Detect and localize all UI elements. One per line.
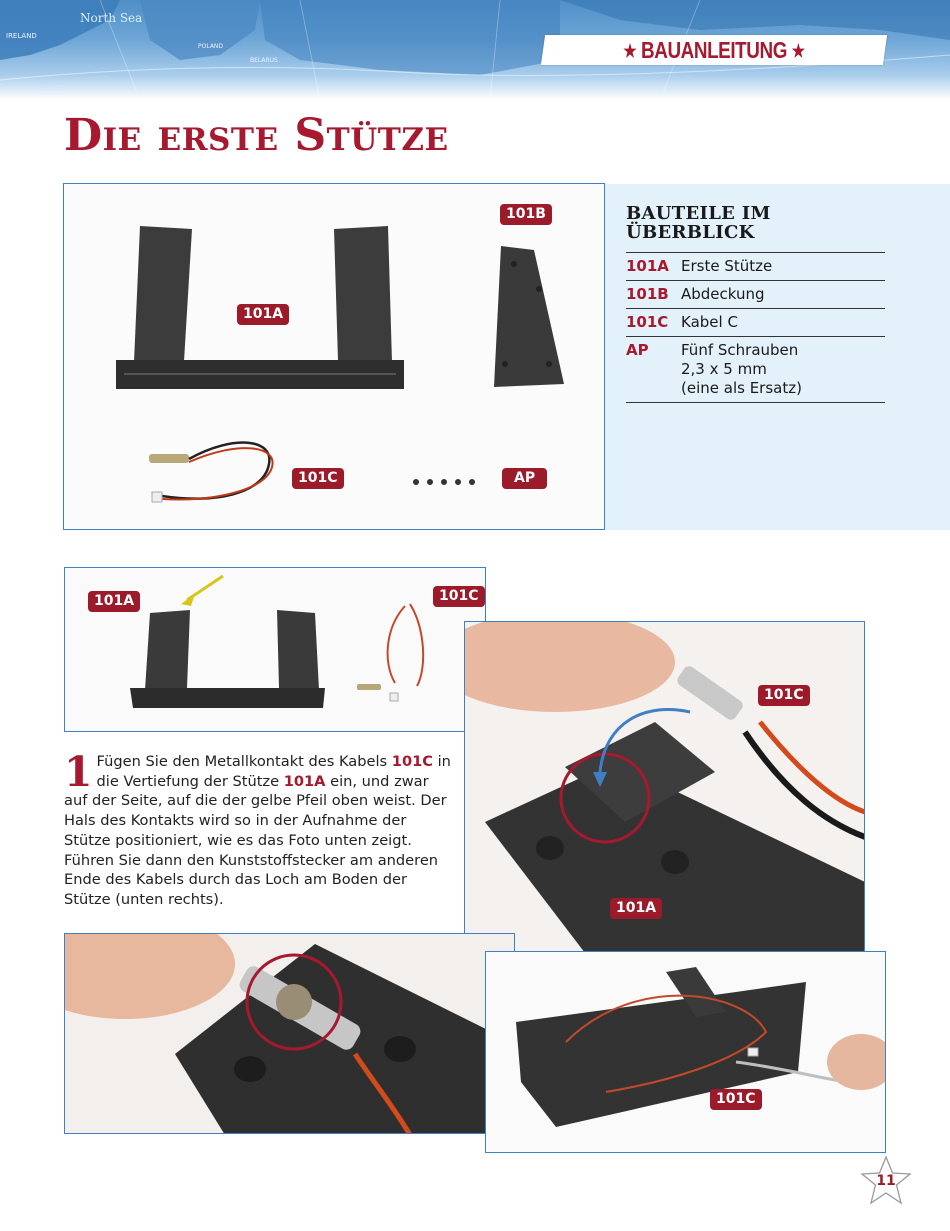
parts-row	[626, 252, 885, 280]
part-label-101c: 101C	[758, 685, 810, 706]
page-title: Die erste Stütze	[64, 110, 449, 161]
part-description: Erste Stütze	[681, 257, 773, 275]
part-label-101c: 101C	[292, 468, 344, 489]
step-number: 1	[64, 748, 93, 796]
step-1-instructions	[64, 748, 452, 910]
part-label-101a: 101A	[237, 304, 289, 325]
parts-overview-panel	[605, 184, 950, 530]
part-code: 101C	[626, 313, 669, 331]
step-closeup-illustration	[465, 622, 865, 952]
step-text: ein, und zwar auf der Seite, auf die der gelbe Pfeil oben weist. Der Hals des Kontakts wird so in der Aufnahme der Stütze positioniert, wie es das Foto unten zeigt. Führen Sie dann den Kunststoffstecker am anderen Ende des Kabels durch das Loch am Boden der Stütze (unten rechts).	[64, 772, 447, 908]
part-code: 101A	[626, 257, 669, 275]
parts-list	[626, 252, 885, 403]
step-text: in die Vertiefung der Stütze	[96, 753, 451, 790]
star-icon: ★	[791, 41, 805, 61]
step-parts-photo	[64, 567, 486, 732]
step-text: Fügen Sie den Metallkontakt des Kabels	[96, 753, 392, 770]
part-description: Abdeckung	[681, 285, 765, 303]
section-banner	[574, 35, 854, 65]
part-label-101a: 101A	[88, 591, 140, 612]
parts-heading: BAUTEILE IM ÜBERBLICK	[626, 203, 771, 243]
contact-detail-illustration	[65, 934, 515, 1134]
part-label-101c: 101C	[433, 586, 485, 607]
parts-row	[626, 336, 885, 403]
part-description: Fünf Schrauben 2,3 x 5 mm (eine als Ersatz)	[681, 341, 802, 397]
map-label-france: FRANCE	[40, 85, 64, 92]
page-number: 11	[876, 1173, 896, 1189]
star-icon: ★	[623, 41, 637, 61]
map-label-ireland: IRELAND	[6, 32, 37, 40]
part-code: 101B	[626, 285, 669, 303]
part-label-101b: 101B	[500, 204, 552, 225]
map-label-north-sea: North Sea	[80, 11, 143, 25]
parts-row	[626, 280, 885, 308]
contact-detail-photo	[64, 933, 515, 1134]
parts-overview-photo	[63, 183, 605, 530]
part-reference: 101A	[283, 772, 326, 790]
map-label-poland: POLAND	[198, 43, 224, 50]
cable-routing-photo	[485, 951, 886, 1153]
part-code: AP	[626, 341, 649, 359]
part-label-101c: 101C	[710, 1089, 762, 1110]
part-reference: 101C	[391, 753, 433, 770]
banner-label: BAUANLEITUNG	[641, 37, 787, 63]
cable-routing-illustration	[486, 952, 886, 1153]
part-label-101a: 101A	[610, 898, 662, 919]
parts-row	[626, 308, 885, 336]
map-label-belarus: BELARUS	[250, 57, 278, 64]
part-description: Kabel C	[681, 313, 738, 331]
part-label-ap: AP	[502, 468, 547, 489]
step-closeup-photo	[464, 621, 865, 952]
